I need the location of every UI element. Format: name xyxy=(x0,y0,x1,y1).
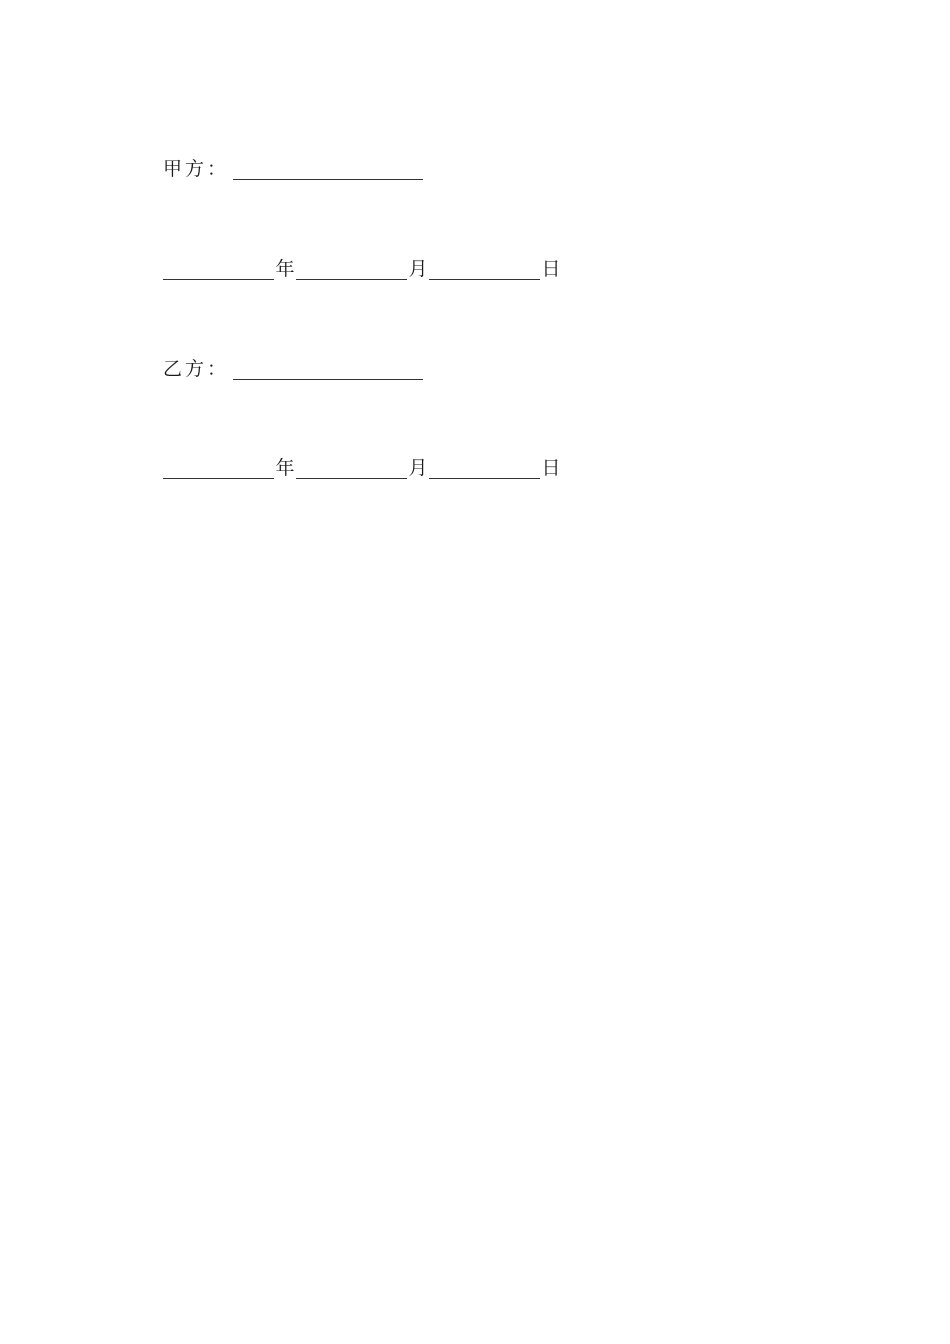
party-b-colon: ： xyxy=(207,358,227,380)
party-b-label: 乙方 xyxy=(163,358,208,380)
party-a-colon: ： xyxy=(207,158,227,180)
party-a-year-blank[interactable] xyxy=(163,257,274,280)
party-b-name-blank[interactable] xyxy=(233,357,423,380)
party-b-day-unit: 日 xyxy=(541,457,561,479)
party-a-month-blank[interactable] xyxy=(296,257,407,280)
party-a-month-unit: 月 xyxy=(408,258,428,280)
party-b-day-blank[interactable] xyxy=(429,456,540,479)
party-b-month-blank[interactable] xyxy=(296,456,407,479)
party-a-day-unit: 日 xyxy=(541,258,561,280)
party-a-name-blank[interactable] xyxy=(233,157,423,180)
party-a-label: 甲方 xyxy=(163,158,208,180)
party-b-signature-line xyxy=(163,356,423,382)
party-a-signature-line xyxy=(163,156,423,182)
party-a-date-line xyxy=(163,256,562,282)
party-b-year-unit: 年 xyxy=(275,457,295,479)
party-b-year-blank[interactable] xyxy=(163,456,274,479)
party-a-day-blank[interactable] xyxy=(429,257,540,280)
party-b-month-unit: 月 xyxy=(408,457,428,479)
party-b-date-line xyxy=(163,455,562,481)
party-a-year-unit: 年 xyxy=(275,258,295,280)
